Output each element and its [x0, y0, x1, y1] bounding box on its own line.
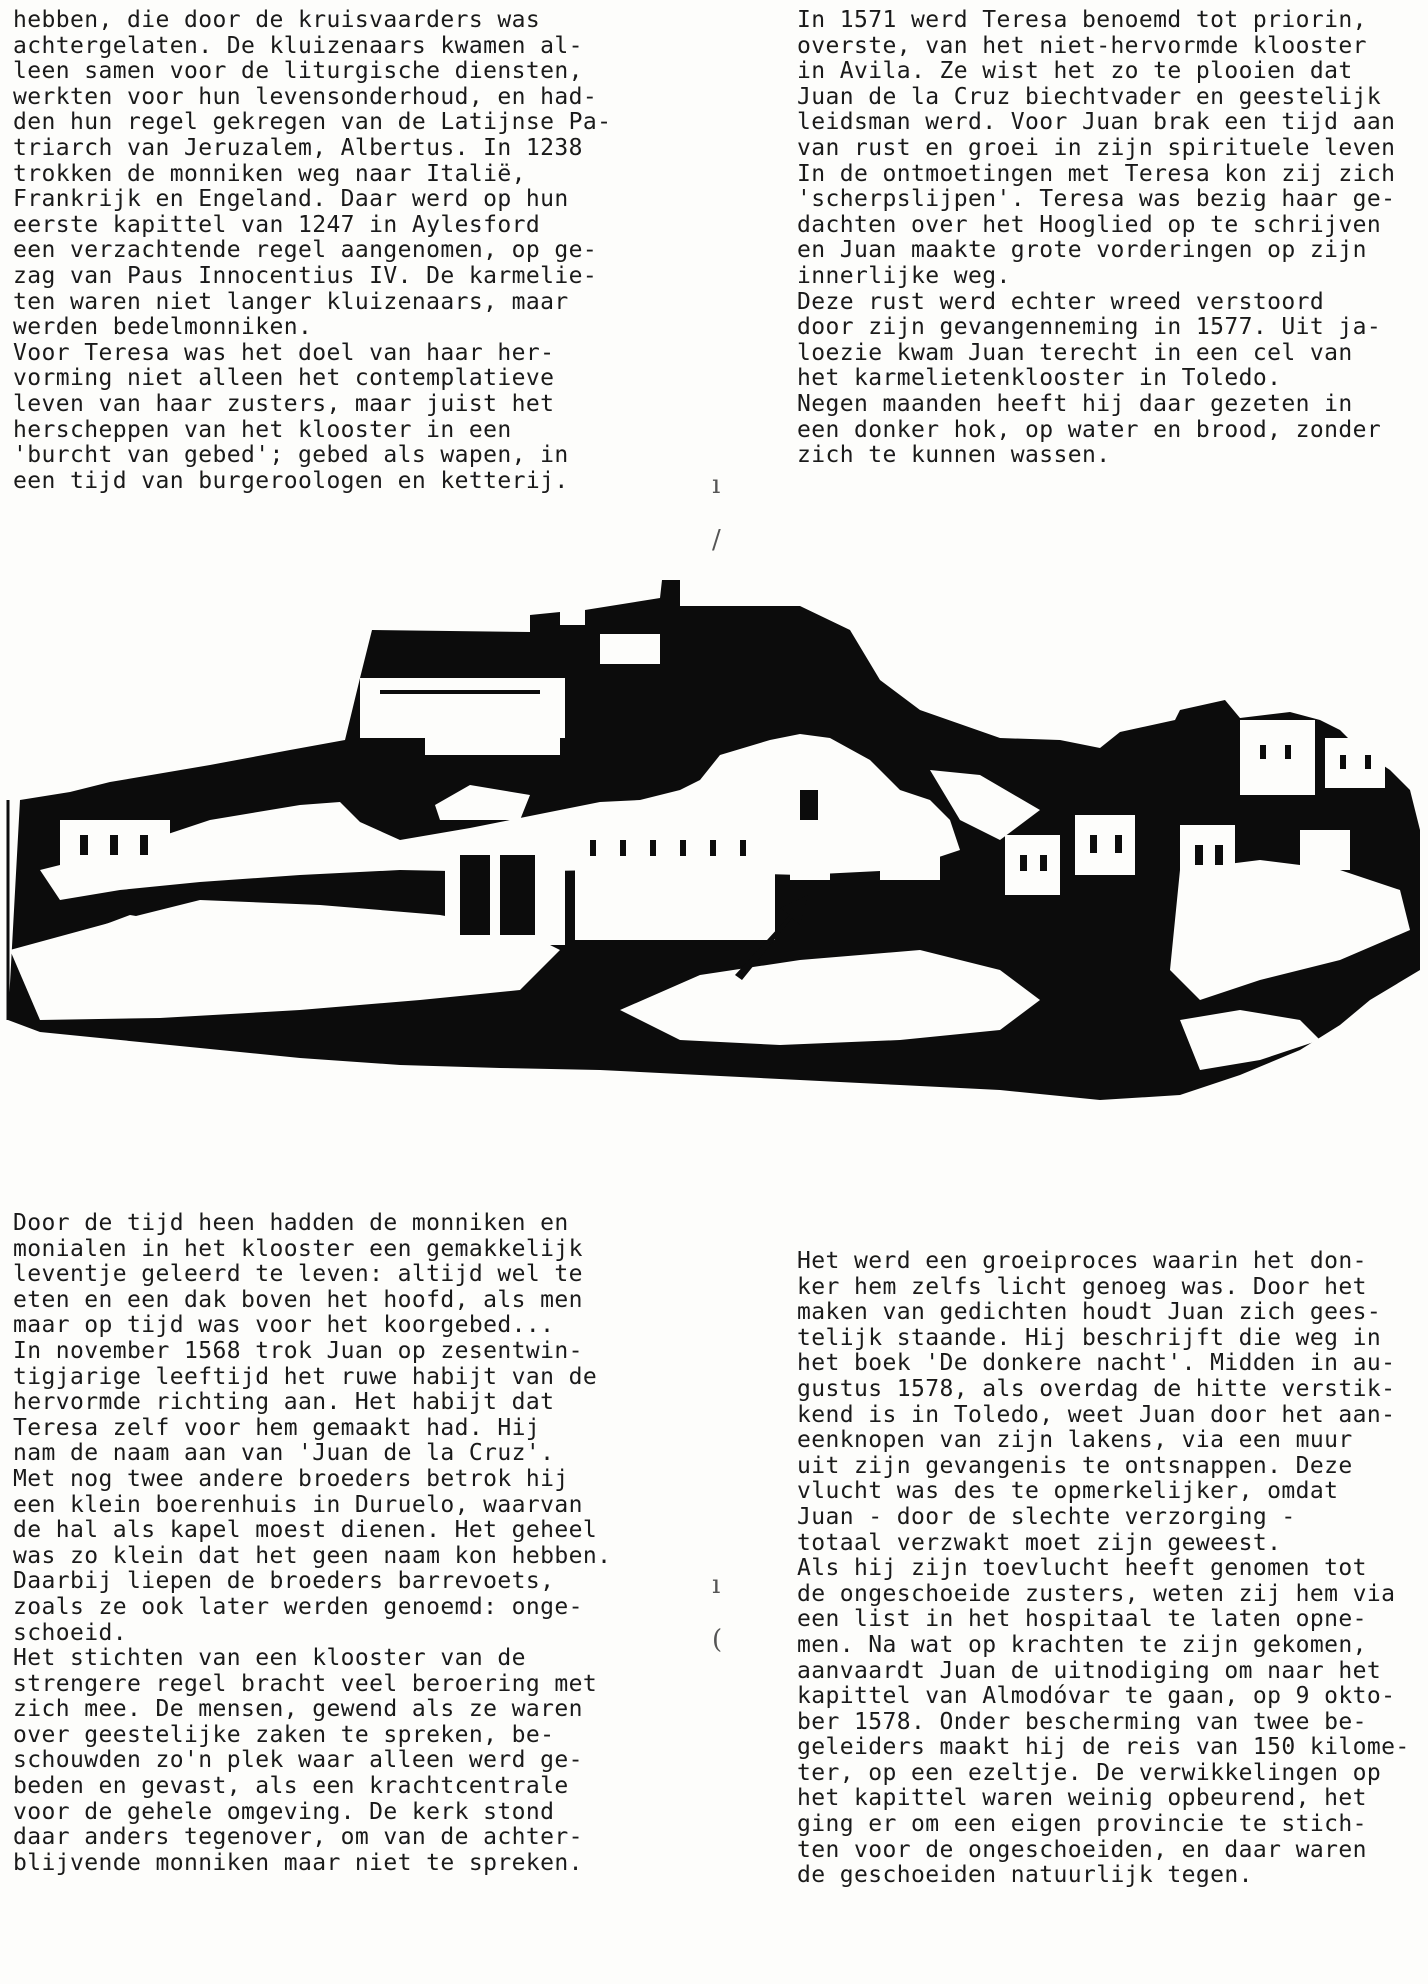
- text-line: nam de naam aan van 'Juan de la Cruz'.: [13, 1440, 555, 1467]
- text-line: eenknopen van zijn lakens, via een muur: [797, 1427, 1353, 1454]
- text-line: hebben, die door de kruisvaarders was: [13, 7, 541, 33]
- text-line: beden en gevast, als een krachtcentrale: [13, 1773, 569, 1800]
- text-line: werkten voor hun levensonderhoud, en had-: [13, 83, 598, 110]
- text-line: Teresa zelf voor hem gemaakt had. Hij: [13, 1414, 541, 1441]
- text-line: het boek 'De donkere nacht'. Midden in au-: [797, 1350, 1396, 1377]
- text-line: leen samen voor de liturgische diensten,: [13, 58, 583, 85]
- text-line: In de ontmoetingen met Teresa kon zij zich: [797, 160, 1396, 187]
- text-line: kend is in Toledo, weet Juan door het aan-: [797, 1401, 1396, 1428]
- text-line: van rust en groei in zijn spirituele leven: [797, 134, 1396, 161]
- staple-mark: ı: [712, 1570, 721, 1600]
- text-line: Daarbij liepen de broeders barrevoets,: [13, 1568, 555, 1595]
- text-line: zoals ze ook later werden genoemd: onge-: [13, 1593, 583, 1620]
- text-line: In november 1568 trok Juan op zesentwin-: [13, 1337, 583, 1364]
- text-line: telijk staande. Hij beschrijft die weg in: [797, 1324, 1382, 1351]
- text-line: ten voor de ongeschoeiden, en daar waren: [797, 1836, 1367, 1863]
- text-line: een list in het hospitaal te laten opne-: [797, 1606, 1367, 1633]
- text-line: Deze rust werd echter wreed verstoord: [797, 288, 1325, 315]
- text-column-top-right: [797, 8, 1395, 469]
- text-line: leidsman werd. Voor Juan brak een tijd aan: [797, 109, 1396, 136]
- text-line: de hal als kapel moest dienen. Het geheel: [13, 1517, 598, 1544]
- text-line: Door de tijd heen hadden de monniken en: [13, 1210, 569, 1236]
- text-line: 'burcht van gebed'; gebed als wapen, in: [13, 442, 569, 469]
- text-line: ber 1578. Onder bescherming van twee be-: [797, 1708, 1367, 1735]
- text-line: een klein boerenhuis in Duruelo, waarvan: [13, 1491, 583, 1518]
- text-line: een donker hok, op water en brood, zonder: [797, 416, 1382, 443]
- text-line: ker hem zelfs licht genoeg was. Door het: [797, 1273, 1367, 1300]
- text-line: Met nog twee andere broeders betrok hij: [13, 1465, 569, 1492]
- text-line: over geestelijke zaken te spreken, be-: [13, 1721, 555, 1748]
- text-line: en Juan maakte grote vorderingen op zijn: [797, 237, 1367, 264]
- text-line: kapittel van Almodóvar te gaan, op 9 okto-: [797, 1683, 1396, 1710]
- text-line: In 1571 werd Teresa benoemd tot priorin,: [797, 7, 1367, 33]
- text-line: hervormde richting aan. Het habijt dat: [13, 1389, 555, 1416]
- text-line: aanvaardt Juan de uitnodiging om naar het: [797, 1657, 1382, 1684]
- toledo-cityscape-illustration: [0, 570, 1428, 1170]
- text-line: Als hij zijn toevlucht heeft genomen tot: [797, 1555, 1367, 1582]
- text-line: voor de gehele omgeving. De kerk stond: [13, 1798, 555, 1825]
- text-line: daar anders tegenover, om van de achter-: [13, 1824, 583, 1851]
- text-line: achtergelaten. De kluizenaars kwamen al-: [13, 32, 583, 59]
- text-line: vorming niet alleen het contemplatieve: [13, 365, 555, 392]
- text-line: Voor Teresa was het doel van haar her-: [13, 339, 555, 366]
- text-column-bottom-right: [797, 1249, 1410, 1889]
- text-line: Juan de la Cruz biechtvader en geestelijk: [797, 83, 1382, 110]
- text-line: de geschoeiden natuurlijk tegen.: [797, 1862, 1253, 1889]
- text-line: eerste kapittel van 1247 in Aylesford: [13, 211, 541, 238]
- text-line: strengere regel bracht veel beroering met: [13, 1670, 598, 1697]
- text-column-bottom-left: [13, 1211, 611, 1876]
- text-line: totaal verzwakt moet zijn geweest.: [797, 1529, 1282, 1556]
- text-line: de ongeschoeide zusters, weten zij hem via: [797, 1580, 1396, 1607]
- text-line: herscheppen van het klooster in een: [13, 416, 512, 443]
- text-line: overste, van het niet-hervormde klooster: [797, 32, 1367, 59]
- text-line: 'scherpslijpen'. Teresa was bezig haar ge-: [797, 186, 1396, 213]
- text-line: dachten over het Hooglied op te schrijven: [797, 211, 1382, 238]
- text-line: Het werd een groeiproces waarin het don-: [797, 1248, 1367, 1274]
- text-line: door zijn gevangenneming in 1577. Uit ja-: [797, 314, 1382, 341]
- text-line: een tijd van burgeroologen en ketterij.: [13, 467, 569, 494]
- text-line: Negen maanden heeft hij daar gezeten in: [797, 390, 1353, 417]
- text-line: men. Na wat op krachten te zijn gekomen,: [797, 1631, 1367, 1658]
- text-line: leven van haar zusters, maar juist het: [13, 390, 555, 417]
- text-line: vlucht was des te opmerkelijker, omdat: [797, 1478, 1339, 1505]
- text-line: eten en een dak boven het hoofd, als men: [13, 1286, 583, 1313]
- text-line: ter, op een ezeltje. De verwikkelingen op: [797, 1759, 1382, 1786]
- text-line: Juan - door de slechte verzorging -: [797, 1503, 1296, 1530]
- text-line: ten waren niet langer kluizenaars, maar: [13, 288, 569, 315]
- text-line: maken van gedichten houdt Juan zich gees-: [797, 1299, 1382, 1326]
- text-line: Frankrijk en Engeland. Daar werd op hun: [13, 186, 569, 213]
- text-line: zich te kunnen wassen.: [797, 442, 1111, 469]
- text-line: gustus 1578, als overdag de hitte verstik-: [797, 1375, 1396, 1402]
- text-line: Het stichten van een klooster van de: [13, 1645, 526, 1672]
- text-line: een verzachtende regel aangenomen, op ge-: [13, 237, 598, 264]
- text-line: tigjarige leeftijd het ruwe habijt van de: [13, 1363, 598, 1390]
- text-line: was zo klein dat het geen naam kon hebben.: [13, 1542, 612, 1569]
- text-line: leventje geleerd te leven: altijd wel te: [13, 1261, 583, 1288]
- text-line: het karmelietenklooster in Toledo.: [797, 365, 1282, 392]
- text-line: werden bedelmonniken.: [13, 314, 313, 341]
- text-line: uit zijn gevangenis te ontsnappen. Deze: [797, 1452, 1353, 1479]
- text-column-top-left: [13, 8, 611, 494]
- text-line: monialen in het klooster een gemakkelijk: [13, 1235, 583, 1262]
- text-line: zich mee. De mensen, gewend als ze waren: [13, 1696, 583, 1723]
- text-line: schouwden zo'n plek waar alleen werd ge-: [13, 1747, 583, 1774]
- text-line: triarch van Jeruzalem, Albertus. In 1238: [13, 134, 583, 161]
- text-line: geleiders maakt hij de reis van 150 kilome-: [797, 1734, 1410, 1761]
- staple-mark: ı: [712, 470, 721, 500]
- text-line: den hun regel gekregen van de Latijnse Pa-: [13, 109, 612, 136]
- text-line: trokken de monniken weg naar Italië,: [13, 160, 526, 187]
- text-line: het kapittel waren weinig opbeurend, het: [797, 1785, 1367, 1812]
- staple-mark: (: [712, 1625, 723, 1655]
- text-line: maar op tijd was voor het koorgebed...: [13, 1312, 555, 1339]
- text-line: loezie kwam Juan terecht in een cel van: [797, 339, 1353, 366]
- text-line: ging er om een eigen provincie te stich-: [797, 1811, 1367, 1838]
- text-line: zag van Paus Innocentius IV. De karmelie-: [13, 262, 598, 289]
- text-line: schoeid.: [13, 1619, 127, 1646]
- staple-mark: /: [712, 525, 721, 555]
- text-line: innerlijke weg.: [797, 262, 1011, 289]
- text-line: blijvende monniken maar niet te spreken.: [13, 1849, 583, 1876]
- text-line: in Avila. Ze wist het zo te plooien dat: [797, 58, 1353, 85]
